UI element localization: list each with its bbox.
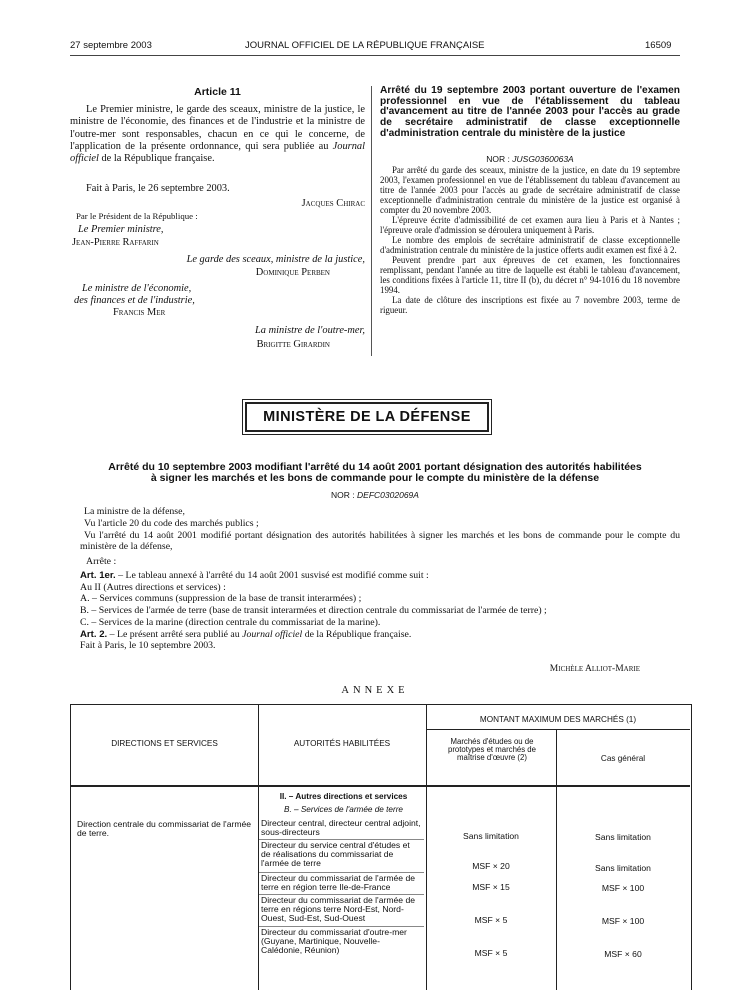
header-autorites: AUTORITÉS HABILITÉES	[293, 739, 391, 748]
subsection-heading: B. – Services de l'armée de terre	[284, 805, 403, 814]
justice-paragraph: L'épreuve écrite d'admissibilité de cet examen aura lieu à Paris et à Nantes ; l'épreuve orale d'admission se déroulera uniquement à Paris.	[380, 214, 680, 235]
list-item: A. – Services communs (suppression de la base de transit interarmées) ;	[80, 593, 362, 605]
pm-name: Jean-Pierre Raffarin	[72, 237, 159, 248]
table-row-etudes: MSF × 5	[474, 948, 508, 958]
ministry-banner: MINISTÈRE DE LA DÉFENSE	[245, 402, 489, 432]
table-row-general: Sans limitation	[595, 832, 651, 842]
arrete-line: Arrête :	[86, 556, 117, 567]
justice-paragraph: Par arrêté du garde des sceaux, ministre de la justice, en date du 19 septembre 2003, l'examen professionnel en vue de l'établissement du tableau d'avancement au titre de l'année 2003 pour l'accès au grade de secrétaire administratif de classe exceptionnelle d'administration centrale du ministère de la justice est organisé à compter du 20 novembre 2003.	[380, 165, 680, 215]
table-row-general: Sans limitation	[595, 863, 651, 873]
annexe-table	[70, 704, 692, 990]
table-row-autorite: Directeur du commissariat de l'armée de terre en régions terre Nord-Est, Nord-Ouest, Sud-Est, Sud-Ouest	[261, 895, 415, 924]
table-header-rule	[71, 785, 690, 787]
defense-title-line: à signer les marchés et les bons de commande pour le compte du ministère de la défense	[150, 472, 600, 485]
header-rule	[70, 55, 680, 56]
article-1: Art. 1er. – Le tableau annexé à l'arrêté du 14 août 2001 susvisé est modifié comme suit :	[80, 569, 429, 581]
eco-role-2: des finances et de l'industrie,	[74, 295, 195, 306]
header-etudes: Marchés d'études ou de prototypes et marchés de maîtrise d'œuvre (2)	[448, 737, 536, 763]
defense-decree-body	[80, 506, 680, 652]
justice-role: Le garde des sceaux, ministre de la justice,	[186, 254, 365, 265]
eco-name: Francis Mer	[113, 307, 166, 318]
column-divider	[371, 86, 372, 356]
article-11-title: Article 11	[194, 86, 241, 98]
justice-decree-body	[380, 166, 680, 316]
defense-title-line: Arrêté du 10 septembre 2003 modifiant l'arrêté du 14 août 2001 portant désignation des autorités habilitées	[108, 461, 642, 473]
justice-paragraph: Le nombre des emplois de secrétaire administratif de classe exceptionnelle d'administration centrale du ministère de la justice offerts audit examen est fixé à 2.	[380, 234, 680, 255]
minister-line: La ministre de la défense,	[84, 506, 185, 517]
justice-nor: NOR : JUSG0360063A	[486, 154, 574, 164]
page-number: 16509	[645, 40, 672, 51]
header-general: Cas général	[600, 754, 646, 763]
table-row-etudes: Sans limitation	[463, 831, 519, 841]
par-le-president: Par le Président de la République :	[76, 211, 198, 221]
annexe-label: ANNEXE	[341, 685, 409, 696]
header-montant: MONTANT MAXIMUM DES MARCHÉS (1)	[479, 715, 637, 724]
om-name: Brigitte Girardin	[256, 339, 330, 350]
eco-role-1: Le ministre de l'économie,	[82, 283, 192, 294]
table-row-general: MSF × 100	[601, 916, 645, 926]
table-row-general: MSF × 60	[604, 949, 642, 959]
direction-name: Direction centrale du commissariat de l'armée de terre.	[77, 819, 252, 839]
president-name: Jacques Chirac	[301, 198, 365, 209]
table-row-etudes: MSF × 5	[474, 915, 508, 925]
justice-paragraph: Peuvent prendre part aux épreuves de cet examen, les fonctionnaires remplissant, pendant l'année au titre de laquelle est établi le tableau d'avancement, les conditions fixées à l'article 11, titre II (b), du décret n° 94-1016 du 18 novembre 1994.	[380, 254, 680, 295]
table-row-general: MSF × 100	[601, 883, 645, 893]
om-role: La ministre de l'outre-mer,	[255, 325, 365, 336]
defense-nor: NOR : DEFC0302069A	[331, 490, 419, 500]
justice-decree-title: Arrêté du 19 septembre 2003 portant ouverture de l'examen professionnel en vue de l'établissement du tableau d'avancement au titre de l'année 2003 pour l'accès au grade de secrétaire administratif de classe exceptionnelle d'administration centrale du ministère de la justice	[380, 85, 680, 139]
vu-line: Vu l'arrêté du 14 août 2001 modifié portant désignation des autorités habilitées à signer les marchés et les bons de commande pour le compte du ministère de la défense,	[80, 529, 680, 553]
table-col-divider	[426, 705, 427, 990]
defense-signature: Michèle Alliot-Marie	[549, 664, 640, 674]
header-date: 27 septembre 2003	[70, 40, 152, 51]
table-row-autorite: Directeur du service central d'études et de réalisations du commissariat de l'armée de terre	[261, 840, 410, 869]
table-row-etudes: MSF × 20	[472, 861, 510, 871]
pm-role: Le Premier ministre,	[78, 224, 164, 235]
table-row-etudes: MSF × 15	[472, 882, 510, 892]
table-row-autorite: Directeur du commissariat de l'armée de terre en région terre Ile-de-France	[261, 873, 415, 893]
section-heading: II. – Autres directions et services	[279, 792, 408, 801]
article-2: Art. 2. – Le présent arrêté sera publié au Journal officiel de la République française.	[80, 628, 412, 640]
table-row-autorite: Directeur central, directeur central adjoint, sous-directeurs	[261, 818, 421, 838]
defense-decree-title	[80, 462, 670, 485]
table-header-rule	[426, 729, 690, 730]
signing-date: Fait à Paris, le 10 septembre 2003.	[80, 640, 216, 652]
list-item: B. – Services de l'armée de terre (base de transit interarmées et direction centrale du commissariat de l'armée de terre) ;	[80, 605, 547, 616]
journal-title: JOURNAL OFFICIEL DE LA RÉPUBLIQUE FRANÇAISE	[245, 40, 485, 51]
signing-date: Fait à Paris, le 26 septembre 2003.	[86, 183, 230, 194]
header-directions: DIRECTIONS ET SERVICES	[111, 739, 218, 748]
justice-paragraph: La date de clôture des inscriptions est fixée au 7 novembre 2003, terme de rigueur.	[380, 294, 680, 315]
table-row-autorite: Directeur du commissariat d'outre-mer (Guyane, Martinique, Nouvelle-Calédonie, Réunion)	[261, 927, 407, 956]
vu-line: Vu l'article 20 du code des marchés publics ;	[84, 517, 259, 529]
list-item: Au II (Autres directions et services) :	[80, 581, 226, 593]
article-11-body: Le Premier ministre, le garde des sceaux, ministre de la justice, le ministre de l'économie, des finances et de l'industrie et la ministre de l'outre-mer sont responsables, chacun en ce qui le concerne, de l'application de la présente ordonnance, qui sera publiée au Journal officiel de la République française.	[70, 104, 365, 165]
list-item: C. – Services de la marine (direction centrale du commissariat de la marine).	[80, 616, 381, 628]
justice-name: Dominique Perben	[255, 267, 330, 278]
